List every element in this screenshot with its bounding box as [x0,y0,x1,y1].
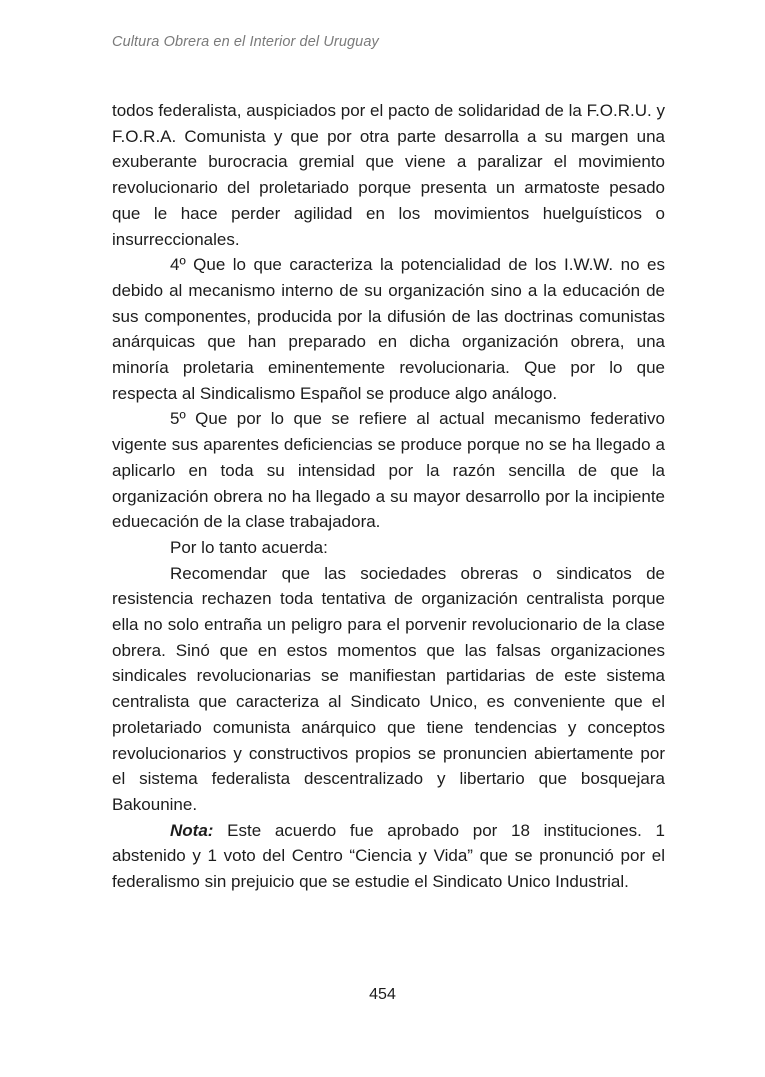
paragraph-continuation: todos federalista, auspiciados por el pacto de solidaridad de la F.O.R.U. y F.O.R.A. Comunista y que por otra parte desarrolla a su margen una exuberante burocracia gremial que viene a paralizar el movimiento revolucionario del proletariado porque presenta un armatoste pesado que le hace perder agilidad en los movimientos huelguísticos o insurreccionales. [112,101,665,249]
note-text: Este acuerdo fue aprobado por 18 instituciones. 1 abstenido y 1 voto del Centro “Ciencia y Vida” que se pronunció por el federalismo sin prejuicio que se estudie el Sindicato Unico Industrial. [112,820,665,892]
paragraph-point-4: 4º Que lo que caracteriza la potencialidad de los I.W.W. no es debido al mecanismo interno de su organización sino a la educación de sus componentes, producida por la difusión de las doctrinas comunistas anárquicas que han preparado en dicha organización obrera, una minoría proletaria eminentemente revolucionaria. Que por lo que respecta al Sindicalismo Español se produce algo análogo. [112,255,665,403]
paragraph-point-5: 5º Que por lo que se refiere al actual mecanismo federativo vigente sus aparentes deficiencias se produce porque no se ha llegado a aplicarlo en toda su intensidad por la razón sencilla de que la organización obrera no ha llegado a su mayor desarrollo por la incipiente eduecación de la clase trabajadora. [112,409,665,532]
running-header: Cultura Obrera en el Interior del Uruguay [112,34,379,50]
paragraph-resolution-intro: Por lo tanto acuerda: [170,537,328,557]
body-text [112,98,665,895]
paragraph-recommendation: Recomendar que las sociedades obreras o sindicatos de resistencia rechazen toda tentativa de organización centralista porque ella no solo entraña un peligro para el porvenir revolucionario de la clase obrera. Sinó que en estos momentos que las falsas organizaciones sindicales revolucionarias se manifiestan partidarias de este sistema centralista que caracteriza al Sindicato Unico, es conveniente que el proletariado comunista anárquico que tiene tendencias y conceptos revolucionarios y constructivos propios se pronuncien abiertamente por el sistema federalista descentralizado y libertario que bosquejara Bakounine. [112,563,665,814]
paragraph-note [112,818,665,895]
note-label: Nota: [170,820,214,840]
page-number: 454 [369,986,396,1003]
